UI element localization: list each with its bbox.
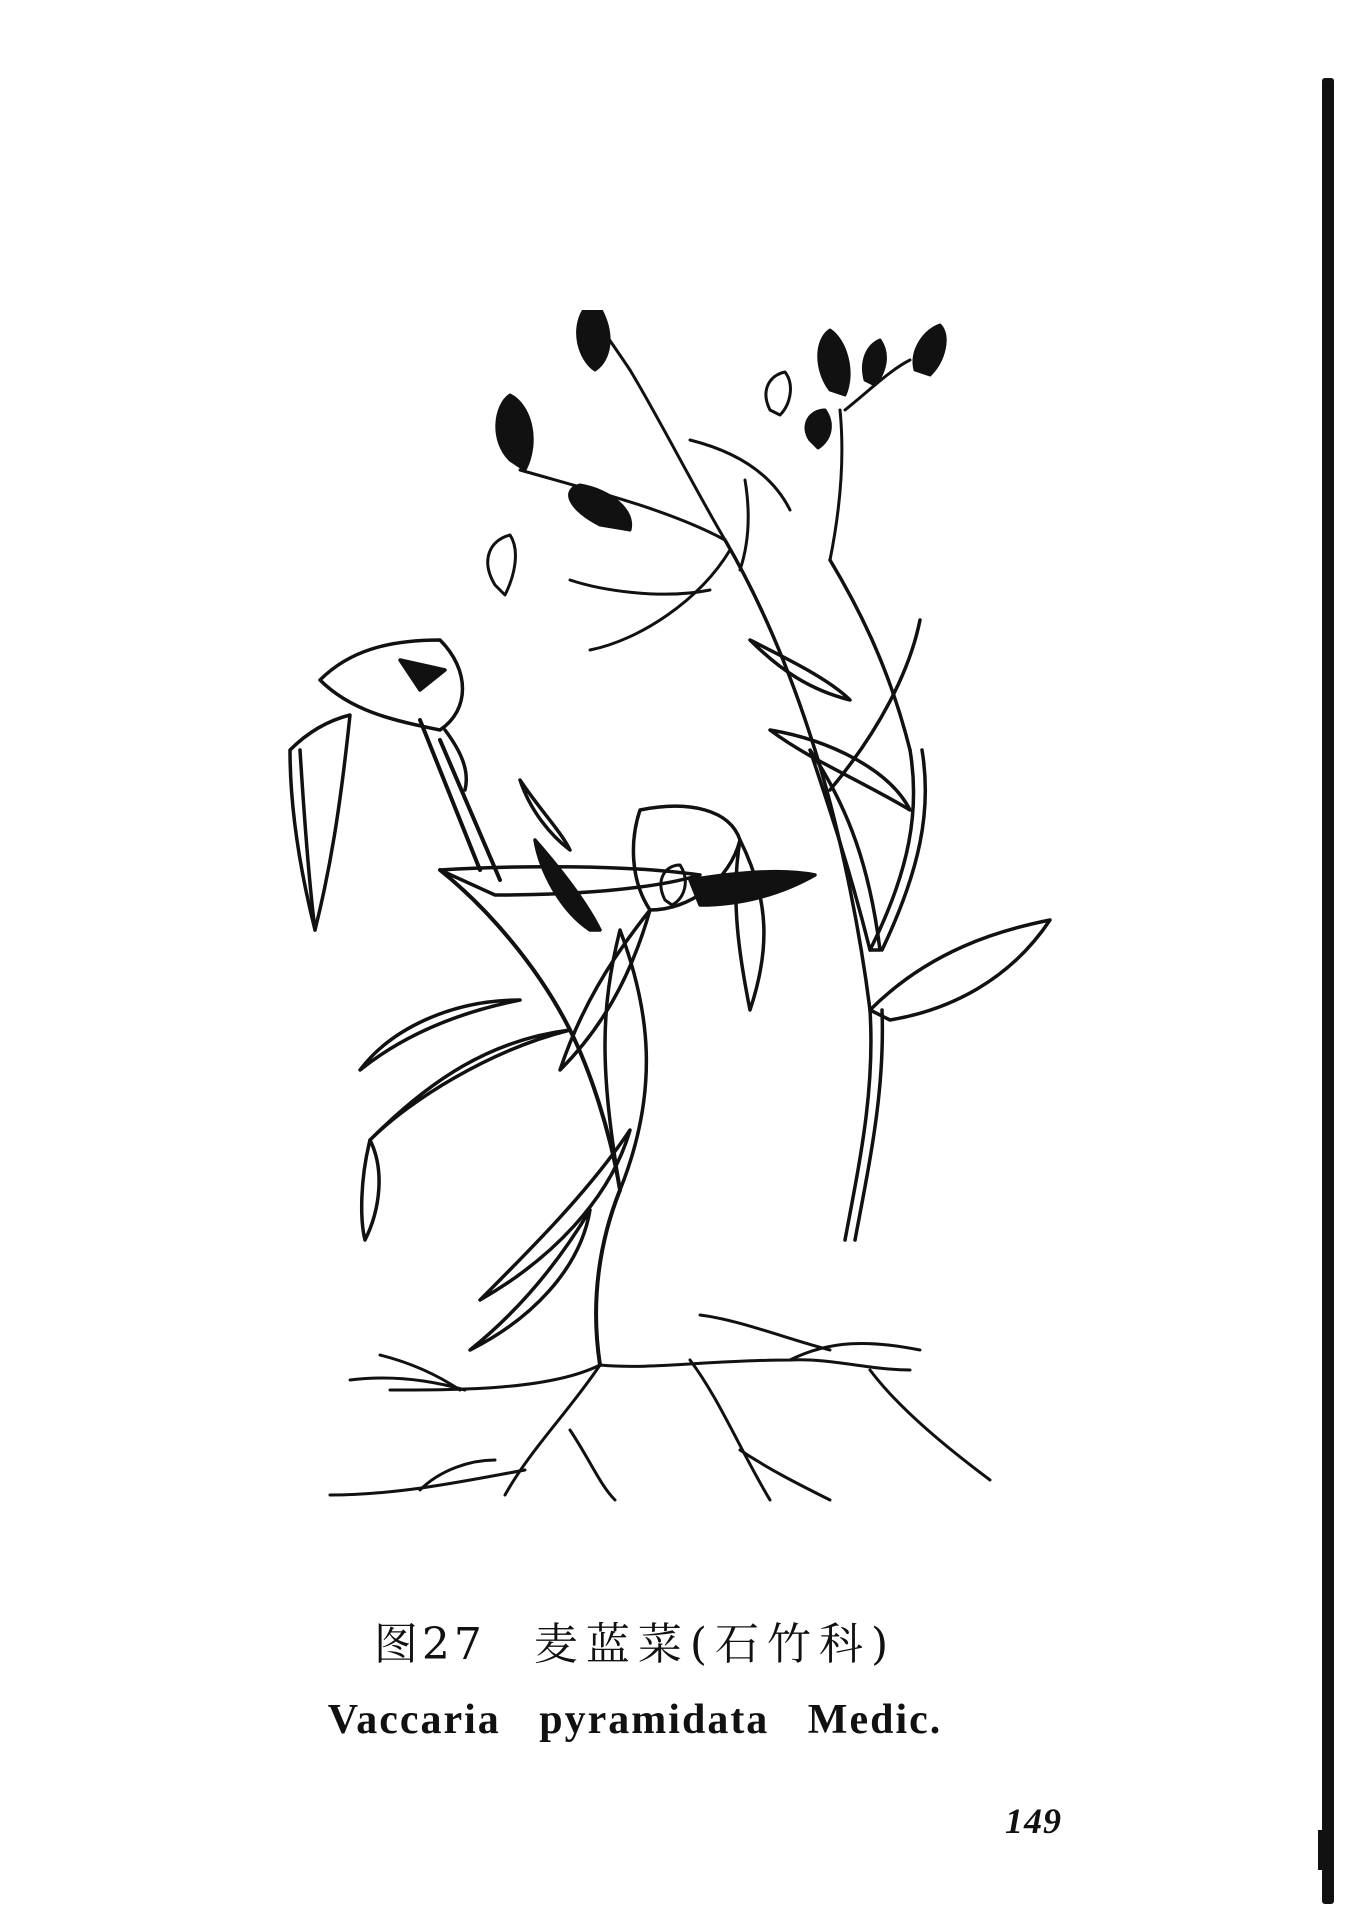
leaves [290, 640, 1050, 1350]
page-number: 149 [1005, 1801, 1062, 1841]
roots [330, 1315, 990, 1500]
edge-speck [1318, 1830, 1322, 1870]
figure-label: 图27 [373, 1619, 486, 1670]
figure-caption-latin: Vaccaria pyramidata Medic. [327, 1697, 943, 1743]
figure-chinese-name: 麦蓝菜(石竹科) [533, 1619, 897, 1670]
figure-caption-chinese [0, 1608, 1270, 1672]
page-edge-shadow [1322, 78, 1334, 1904]
plant-illustration [270, 310, 1150, 1540]
